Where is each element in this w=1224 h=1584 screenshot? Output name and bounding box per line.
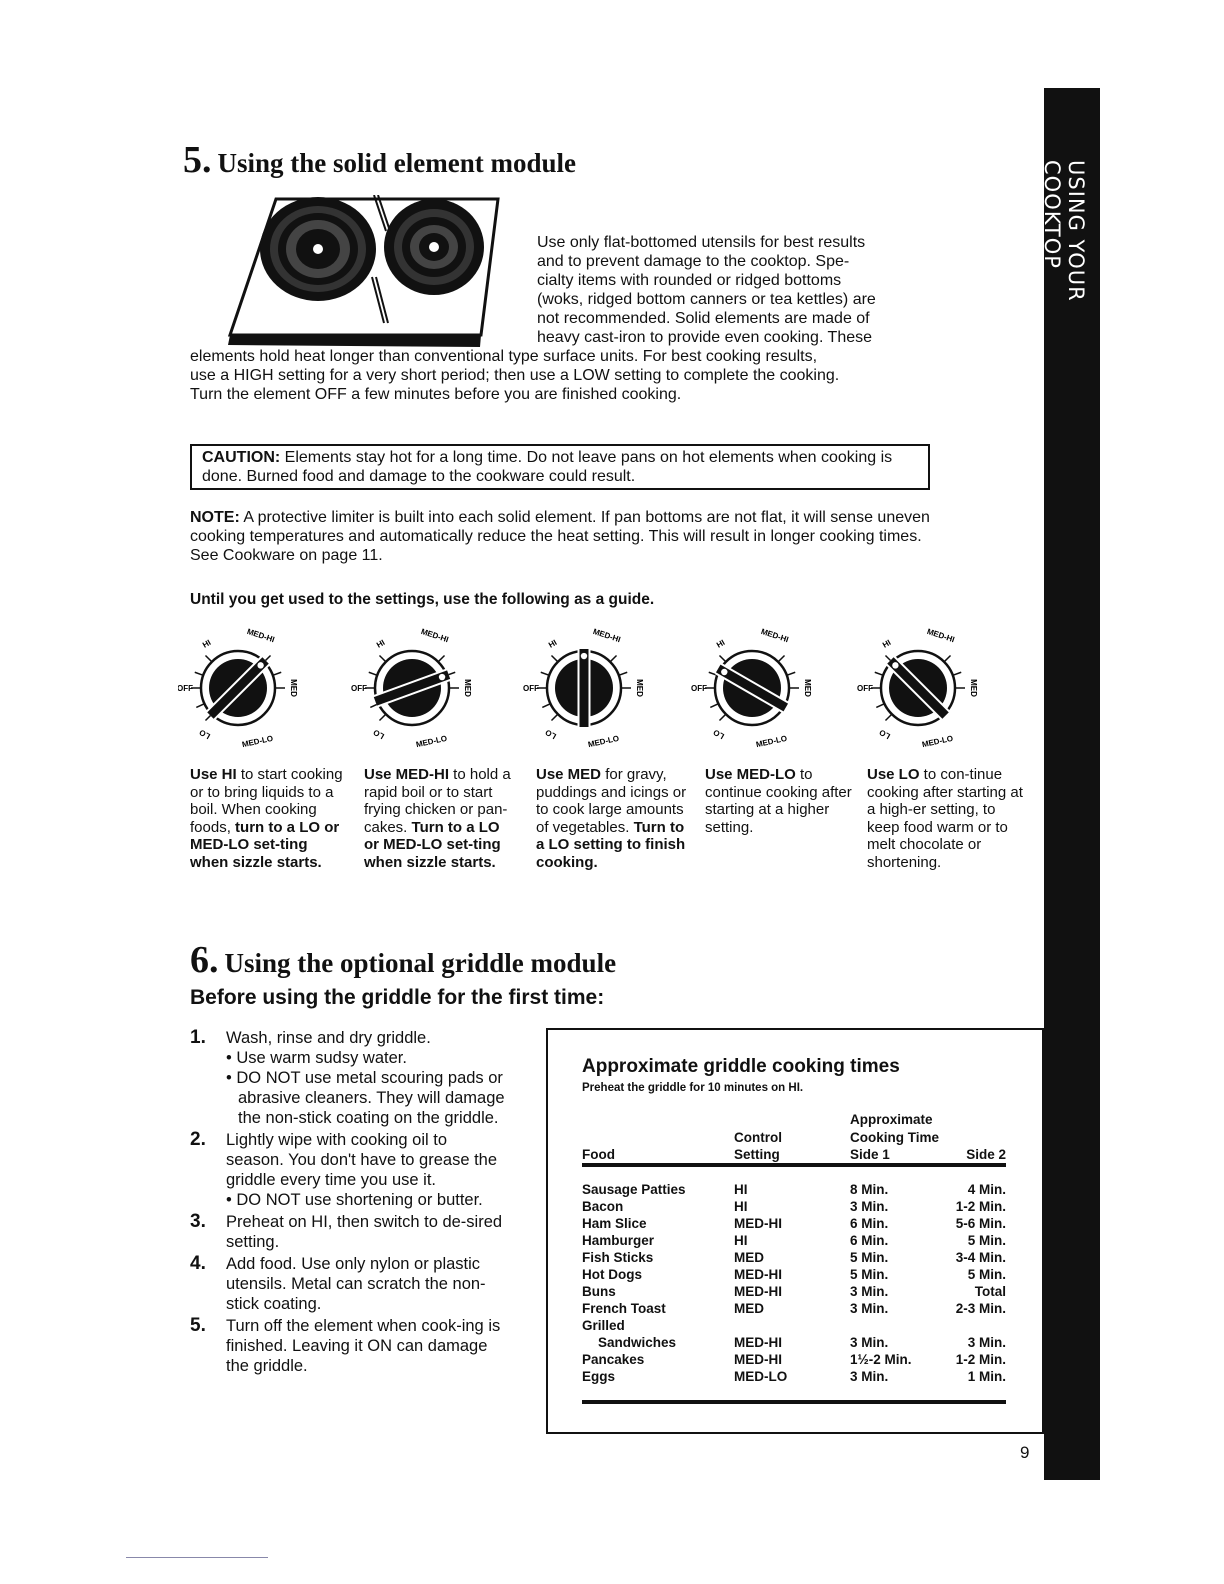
cell-side1: 5 Min. bbox=[850, 1267, 889, 1282]
bullet-dot: • bbox=[226, 1191, 237, 1209]
cell-side2: 1-2 Min. bbox=[955, 1352, 1006, 1367]
note-label: NOTE: bbox=[190, 509, 240, 526]
section5-heading bbox=[183, 138, 576, 182]
table-bottom-rule bbox=[582, 1400, 1006, 1404]
dial-label-med: MED bbox=[803, 679, 812, 697]
dial-tick bbox=[379, 655, 385, 661]
step-number: 3. bbox=[190, 1211, 206, 1232]
cell-side2: 2-3 Min. bbox=[955, 1301, 1006, 1316]
cell-side2: 1-2 Min. bbox=[955, 1199, 1006, 1214]
dial-tick bbox=[438, 655, 444, 661]
step-bullet bbox=[226, 1190, 506, 1210]
dial-tick bbox=[953, 672, 961, 675]
dial-tick bbox=[778, 655, 784, 661]
cell-side1: 6 Min. bbox=[850, 1216, 889, 1231]
dial-tick bbox=[719, 714, 725, 720]
cell-side1: 1½-2 Min. bbox=[850, 1352, 912, 1367]
step-text: Turn off the element when cook-ing is finished. Leaving it ON can damage the griddle. bbox=[226, 1317, 501, 1375]
section5-intro-continued bbox=[190, 347, 950, 404]
dial-caption-medhi bbox=[364, 766, 514, 871]
dial-tick bbox=[944, 655, 950, 661]
dial-label-medlo: MED-LO bbox=[241, 733, 274, 750]
table-row bbox=[582, 1300, 1006, 1317]
table-row bbox=[582, 1249, 1006, 1266]
col-side1: Side 1 bbox=[850, 1146, 938, 1165]
bullet-dot: • bbox=[226, 1049, 237, 1067]
dial-pointer-dot bbox=[257, 662, 263, 668]
cell-setting: MED bbox=[734, 1301, 764, 1316]
intro-line: use a HIGH setting for a very short period; then use a LOW setting to complete the cooking. bbox=[190, 367, 840, 384]
cell-setting: MED-HI bbox=[734, 1335, 782, 1350]
dial-label-lo: LO bbox=[371, 727, 386, 741]
cell-side2: 5 Min. bbox=[967, 1233, 1006, 1248]
cell-side2 bbox=[938, 1317, 1006, 1334]
step-item bbox=[190, 1316, 506, 1376]
step-text: Preheat on HI, then switch to de-sired setting. bbox=[226, 1213, 503, 1251]
dial-caption-lo bbox=[867, 766, 1027, 871]
cell-side1: 6 Min. bbox=[850, 1233, 889, 1248]
dial-caption-med bbox=[536, 766, 688, 871]
cell-food: Sausage Patties bbox=[582, 1182, 686, 1197]
caution-text: Elements stay hot for a long time. Do not leave pans on hot elements when cooking is done. Burned food and damage to the cookware could result. bbox=[202, 449, 893, 485]
dial-label-medlo: MED-LO bbox=[587, 733, 620, 750]
caution-label: CAUTION: bbox=[202, 449, 281, 466]
cell-side2: Total bbox=[974, 1284, 1006, 1299]
cell-setting: MED-HI bbox=[734, 1352, 782, 1367]
cell-food: Hot Dogs bbox=[582, 1267, 642, 1282]
head-approximate: Approximate bbox=[850, 1112, 933, 1127]
dial-tick bbox=[542, 704, 550, 708]
cell-side2: 4 Min. bbox=[967, 1182, 1006, 1197]
step-number: 2. bbox=[190, 1129, 206, 1150]
dial-tick bbox=[610, 655, 616, 661]
cell-setting: MED-HI bbox=[734, 1267, 782, 1282]
dial-label-off: OFF bbox=[351, 684, 367, 693]
dial-label-off: OFF bbox=[857, 684, 873, 693]
table-row bbox=[582, 1232, 1006, 1249]
step-text: Add food. Use only nylon or plastic utensils. Metal can scratch the non-stick coating. bbox=[226, 1255, 486, 1313]
dial-label-med: MED bbox=[463, 679, 472, 697]
section6-heading bbox=[190, 938, 616, 982]
table-row bbox=[582, 1368, 1006, 1385]
cell-food: Hamburger bbox=[582, 1233, 655, 1248]
dial-label-hi: HI bbox=[881, 637, 893, 650]
caption-bold: Use HI bbox=[190, 766, 237, 783]
note-paragraph bbox=[190, 508, 940, 565]
step-item bbox=[190, 1212, 506, 1252]
bullet-text: DO NOT use shortening or butter. bbox=[236, 1191, 483, 1209]
dial-pointer-dot bbox=[581, 653, 587, 659]
table-row bbox=[582, 1283, 1006, 1300]
dial-label-lo: LO bbox=[711, 727, 726, 741]
footer-rule bbox=[126, 1557, 268, 1558]
bullet-text: Use warm sudsy water. bbox=[236, 1049, 407, 1067]
dial-tick bbox=[719, 655, 725, 661]
caption-text: to con-tinue cooking after starting at a high-er setting, to keep food warm or to melt chocolate or shortening. bbox=[867, 766, 1023, 871]
table-row bbox=[582, 1215, 1006, 1232]
table-row bbox=[582, 1317, 1006, 1334]
table-title: Approximate griddle cooking times bbox=[582, 1056, 900, 1077]
caption-bold: Use LO bbox=[867, 766, 920, 783]
intro-line: elements hold heat longer than conventional type surface units. For best cooking results, bbox=[190, 348, 818, 365]
intro-line: cialty items with rounded or ridged bottoms bbox=[537, 272, 842, 289]
cell-food: Pancakes bbox=[582, 1352, 645, 1367]
dial-pointer-dot bbox=[721, 669, 727, 675]
cooktop-illustration bbox=[226, 195, 516, 353]
step-item bbox=[190, 1254, 506, 1314]
steps-list bbox=[190, 1028, 506, 1376]
caution-box bbox=[190, 444, 930, 490]
cell-setting: HI bbox=[734, 1182, 748, 1197]
dial-label-medhi: MED-HI bbox=[759, 626, 790, 645]
dials-svg bbox=[178, 624, 1038, 760]
dial-tick bbox=[379, 714, 385, 720]
dials-row bbox=[178, 624, 1038, 760]
dial-tick bbox=[369, 672, 377, 675]
section5-number: 5. bbox=[183, 139, 212, 181]
cell-side1: 8 Min. bbox=[850, 1182, 889, 1197]
dial-tick bbox=[195, 672, 203, 675]
head-control: Control bbox=[734, 1130, 782, 1145]
dial-label-off: OFF bbox=[523, 684, 539, 693]
intro-line: Turn the element OFF a few minutes before you are finished cooking. bbox=[190, 386, 682, 403]
caption-bold: Use MED bbox=[536, 766, 602, 783]
caption-text: to start cooking or to bring liquids to a boil. When cooking foods, bbox=[190, 766, 343, 836]
table-subtitle: Preheat the griddle for 10 minutes on HI. bbox=[582, 1082, 804, 1094]
cell-food: Buns bbox=[582, 1284, 616, 1299]
table-row bbox=[582, 1181, 1006, 1198]
side-tab-label: USING YOUR COOKTOP bbox=[1040, 160, 1088, 302]
caption-bold: turn to a LO or MED-LO set-ting when sizzle starts. bbox=[190, 818, 340, 871]
dial-label-medhi: MED-HI bbox=[245, 626, 276, 645]
dial-label-medlo: MED-LO bbox=[755, 733, 788, 750]
dial-label-hi: HI bbox=[375, 637, 387, 650]
dial-label-med: MED bbox=[635, 679, 644, 697]
cell-side1: 3 Min. bbox=[850, 1335, 889, 1350]
cell-side1: 3 Min. bbox=[850, 1301, 889, 1316]
dial-label-medhi: MED-HI bbox=[591, 626, 622, 645]
cell-side2: 3 Min. bbox=[967, 1335, 1006, 1350]
caption-bold: Use MED-HI bbox=[364, 766, 450, 783]
page-number: 9 bbox=[1020, 1443, 1030, 1462]
step-item bbox=[190, 1130, 506, 1210]
dial-tick bbox=[205, 655, 211, 661]
intro-line: Use only flat-bottomed utensils for best results bbox=[537, 234, 866, 251]
cell-food: Fish Sticks bbox=[582, 1250, 654, 1265]
cell-side2: 1 Min. bbox=[967, 1369, 1006, 1384]
caption-text: to continue cooking after starting at a higher setting. bbox=[705, 766, 852, 836]
table-row bbox=[582, 1198, 1006, 1215]
dial-tick bbox=[619, 672, 627, 675]
dial-label-hi: HI bbox=[715, 637, 727, 650]
dial-label-off: OFF bbox=[178, 684, 193, 693]
table-row bbox=[582, 1351, 1006, 1368]
table-row bbox=[582, 1334, 1006, 1351]
cell-side1 bbox=[850, 1317, 938, 1334]
dial-label-off: OFF bbox=[691, 684, 707, 693]
col-food: Food bbox=[582, 1146, 734, 1165]
cell-setting: HI bbox=[734, 1233, 748, 1248]
cell-setting: MED-HI bbox=[734, 1216, 782, 1231]
step-bullet bbox=[226, 1048, 506, 1068]
dial-tick bbox=[551, 714, 557, 720]
step-bullet bbox=[226, 1068, 506, 1128]
table-row bbox=[582, 1266, 1006, 1283]
step-number: 1. bbox=[190, 1027, 206, 1048]
dial-label-medlo: MED-LO bbox=[921, 733, 954, 750]
cell-side1: 3 Min. bbox=[850, 1284, 889, 1299]
dial-tick bbox=[885, 714, 891, 720]
dial-pointer-dot bbox=[439, 674, 445, 680]
dial-label-hi: HI bbox=[547, 637, 559, 650]
col-side2: Side 2 bbox=[938, 1146, 1006, 1165]
cell-side2: 5-6 Min. bbox=[955, 1216, 1006, 1231]
cell-food: French Toast bbox=[582, 1301, 666, 1316]
dial-label-medlo: MED-LO bbox=[415, 733, 448, 750]
caption-bold: Use MED-LO bbox=[705, 766, 796, 783]
dial-caption-hi bbox=[190, 766, 345, 871]
intro-line: heavy cast-iron to provide even cooking. These bbox=[537, 329, 873, 346]
bullet-text: DO NOT use metal scouring pads or abrasive cleaners. They will damage the non-stick coating on the griddle. bbox=[236, 1069, 505, 1127]
cell-side2: 5 Min. bbox=[967, 1267, 1006, 1282]
cell-food: Grilled bbox=[582, 1318, 625, 1333]
dial-label-lo: LO bbox=[877, 727, 892, 741]
cell-side2: 3-4 Min. bbox=[955, 1250, 1006, 1265]
step-number: 5. bbox=[190, 1315, 206, 1336]
cell-food: Bacon bbox=[582, 1199, 624, 1214]
cell-food: Eggs bbox=[582, 1369, 616, 1384]
dial-tick bbox=[551, 655, 557, 661]
step-number: 4. bbox=[190, 1253, 206, 1274]
intro-line: and to prevent damage to the cooktop. Spe- bbox=[537, 253, 850, 270]
caption-bold: Turn to a LO or MED-LO set-ting when sizzle starts. bbox=[364, 818, 501, 871]
dial-label-med: MED bbox=[289, 679, 298, 697]
intro-line: (woks, ridged bottom canners or tea kettles) are bbox=[537, 291, 876, 308]
dial-label-hi: HI bbox=[201, 637, 213, 650]
caption-bold: Turn to a LO setting to finish cooking. bbox=[536, 818, 686, 871]
dial-tick bbox=[875, 672, 883, 675]
cell-setting: HI bbox=[734, 1199, 748, 1214]
dial-label-med: MED bbox=[969, 679, 978, 697]
table-body bbox=[582, 1181, 1006, 1385]
cell-side1: 5 Min. bbox=[850, 1250, 889, 1265]
bullet-dot: • bbox=[226, 1069, 237, 1087]
cell-food: Sandwiches bbox=[598, 1335, 677, 1350]
dial-label-medhi: MED-HI bbox=[419, 626, 450, 645]
caption-text: for gravy, puddings and icings or to cook large amounts of vegetables. bbox=[536, 766, 687, 836]
cell-side1: 3 Min. bbox=[850, 1369, 889, 1384]
dial-tick bbox=[876, 704, 884, 708]
dial-tick bbox=[273, 672, 281, 675]
dial-tick bbox=[196, 704, 204, 708]
step-text: Lightly wipe with cooking oil to season. You don't have to grease the griddle every time you use it. bbox=[226, 1131, 498, 1189]
intro-line: not recommended. Solid elements are made of bbox=[537, 310, 870, 327]
cell-setting: MED-LO bbox=[734, 1369, 788, 1384]
dial-pointer-dot bbox=[892, 662, 898, 668]
dial-tick bbox=[710, 704, 718, 708]
section6-subtitle: Before using the griddle for the first time: bbox=[190, 986, 605, 1009]
step-text: Wash, rinse and dry griddle. bbox=[226, 1029, 431, 1047]
note-text: A protective limiter is built into each solid element. If pan bottoms are not flat, it will sense uneven cooking temperatures and automatically reduce the heat setting. This will result in longer cooking times. See Cookware on page 11. bbox=[190, 509, 930, 564]
griddle-table bbox=[582, 1146, 1006, 1385]
step-item bbox=[190, 1028, 506, 1128]
caption-text: to hold a rapid boil or to start frying chicken or pan-cakes. bbox=[364, 766, 511, 836]
section6-title: Using the optional griddle module bbox=[224, 948, 617, 978]
dial-label-medhi: MED-HI bbox=[925, 626, 956, 645]
col-setting: Setting bbox=[734, 1146, 850, 1165]
head-cooking-time: Cooking Time bbox=[850, 1130, 940, 1145]
cell-setting bbox=[734, 1317, 850, 1334]
section5-title: Using the solid element module bbox=[217, 148, 577, 178]
cell-food: Ham Slice bbox=[582, 1216, 647, 1231]
cell-side1: 3 Min. bbox=[850, 1199, 889, 1214]
dial-tick bbox=[541, 672, 549, 675]
griddle-times-box bbox=[546, 1028, 1044, 1434]
dial-label-lo: LO bbox=[197, 727, 212, 741]
griddle-steps bbox=[190, 1028, 506, 1378]
table-header-row bbox=[582, 1146, 1006, 1165]
section6-number: 6. bbox=[190, 939, 219, 981]
dial-tick bbox=[787, 672, 795, 675]
section5-intro bbox=[537, 233, 937, 347]
cell-setting: MED bbox=[734, 1250, 764, 1265]
cell-setting: MED-HI bbox=[734, 1284, 782, 1299]
dial-caption-medlo bbox=[705, 766, 855, 836]
guide-heading: Until you get used to the settings, use the following as a guide. bbox=[190, 591, 655, 608]
dial-label-lo: LO bbox=[543, 727, 558, 741]
